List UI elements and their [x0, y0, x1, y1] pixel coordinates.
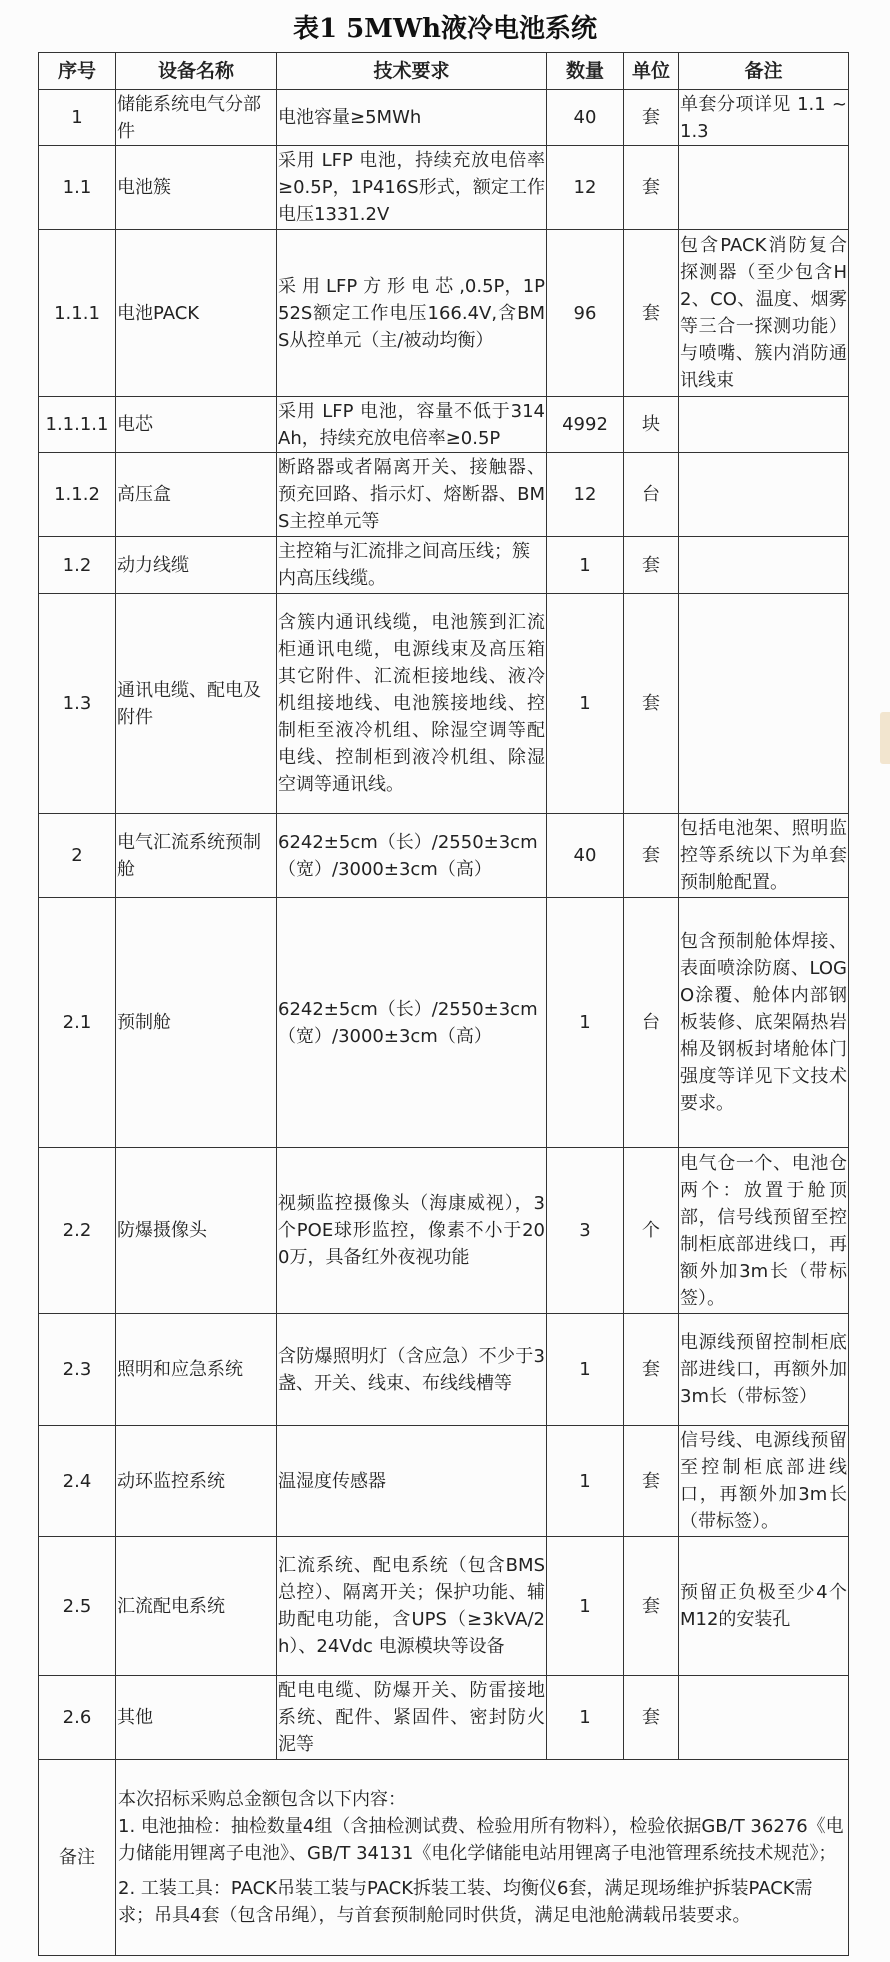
- cell-req: 6242±5cm（长）/2550±3cm（宽）/3000±3cm（高）: [277, 898, 547, 1148]
- table-title: 表1 5MWh液冷电池系统: [292, 14, 598, 44]
- cell-unit: 套: [624, 1537, 679, 1676]
- cell-name: 电芯: [116, 397, 277, 453]
- cell-unit: 块: [624, 397, 679, 453]
- table-row: [39, 1148, 849, 1314]
- cell-remark: [679, 146, 849, 230]
- side-tab-edge: [880, 712, 890, 764]
- cell-remark: 预留正负极至少4个M12的安装孔: [679, 1537, 849, 1676]
- cell-qty: 12: [547, 453, 624, 537]
- note-row: [39, 1760, 849, 1956]
- cell-no: 2.5: [39, 1537, 116, 1676]
- cell-remark: [679, 1676, 849, 1760]
- cell-no: 1.1.1: [39, 230, 116, 397]
- cell-req: 视频监控摄像头（海康威视），3个POE球形监控，像素不小于200万，具备红外夜视功能: [277, 1148, 547, 1314]
- note-label: 备注: [39, 1760, 116, 1956]
- table-row: [39, 1426, 849, 1537]
- cell-no: 2: [39, 814, 116, 898]
- header-unit: 单位: [624, 53, 679, 90]
- cell-qty: 1: [547, 1314, 624, 1426]
- cell-name: 动力线缆: [116, 537, 277, 594]
- note-content: [116, 1760, 849, 1956]
- table-row: [39, 146, 849, 230]
- table-row: [39, 537, 849, 594]
- cell-no: 2.6: [39, 1676, 116, 1760]
- table-row: [39, 1537, 849, 1676]
- cell-unit: 套: [624, 1426, 679, 1537]
- cell-no: 1.3: [39, 594, 116, 814]
- cell-unit: 套: [624, 1314, 679, 1426]
- cell-req: 含防爆照明灯（含应急）不少于3盏、开关、线束、布线线槽等: [277, 1314, 547, 1426]
- cell-unit: 套: [624, 814, 679, 898]
- cell-qty: 1: [547, 1426, 624, 1537]
- table-row: [39, 898, 849, 1148]
- cell-unit: 套: [624, 537, 679, 594]
- cell-qty: 4992: [547, 397, 624, 453]
- table-row: [39, 594, 849, 814]
- cell-qty: 12: [547, 146, 624, 230]
- cell-remark: [679, 397, 849, 453]
- cell-unit: 台: [624, 898, 679, 1148]
- cell-req: 配电电缆、防爆开关、防雷接地系统、配件、紧固件、密封防火泥等: [277, 1676, 547, 1760]
- cell-qty: 1: [547, 898, 624, 1148]
- cell-unit: 台: [624, 453, 679, 537]
- cell-no: 2.2: [39, 1148, 116, 1314]
- cell-req: 采 用 LFP 方 形 电 芯 ,0.5P，1P52S额定工作电压166.4V,含BMS从控单元（主/被动均衡）: [277, 230, 547, 397]
- cell-remark: 电源线预留控制柜底部进线口，再额外加3m长（带标签）: [679, 1314, 849, 1426]
- cell-no: 1: [39, 90, 116, 146]
- cell-no: 2.3: [39, 1314, 116, 1426]
- cell-name: 照明和应急系统: [116, 1314, 277, 1426]
- cell-qty: 1: [547, 537, 624, 594]
- header-name: 设备名称: [116, 53, 277, 90]
- cell-req: 汇流系统、配电系统（包含BMS总控）、隔离开关；保护功能、辅助配电功能，含UPS（≥3kVA/2h）、24Vdc 电源模块等设备: [277, 1537, 547, 1676]
- cell-no: 1.1.2: [39, 453, 116, 537]
- header-no: 序号: [39, 53, 116, 90]
- cell-unit: 套: [624, 594, 679, 814]
- cell-no: 1.2: [39, 537, 116, 594]
- header-req: 技术要求: [277, 53, 547, 90]
- table-row: [39, 397, 849, 453]
- note-intro: 本次招标采购总金额包含以下内容：: [118, 1789, 406, 1810]
- cell-unit: 套: [624, 90, 679, 146]
- spec-table: [38, 52, 849, 1956]
- cell-unit: 套: [624, 1676, 679, 1760]
- header-row: [39, 53, 849, 90]
- cell-name: 预制舱: [116, 898, 277, 1148]
- note-item-1: 1. 电池抽检：抽检数量4组（含抽检测试费、检验用所有物料），检验依据GB/T 36276《电力储能用锂离子电池》、GB/T 34131《电化学储能电站用锂离子电池管理系统技术规范》；: [118, 1816, 844, 1864]
- table-row: [39, 814, 849, 898]
- cell-req: 主控箱与汇流排之间高压线；簇内高压线缆。: [277, 537, 547, 594]
- cell-req: 采用 LFP 电池，持续充放电倍率≥0.5P，1P416S形式，额定工作电压1331.2V: [277, 146, 547, 230]
- cell-req: 含簇内通讯线缆，电池簇到汇流柜通讯电缆，电源线束及高压箱其它附件、汇流柜接地线、液冷机组接地线、电池簇接地线、控制柜至液冷机组、除湿空调等配电线、控制柜到液冷机组、除湿空调等通讯线。: [277, 594, 547, 814]
- cell-no: 1.1.1.1: [39, 397, 116, 453]
- cell-req: 断路器或者隔离开关、接触器、预充回路、指示灯、熔断器、BMS主控单元等: [277, 453, 547, 537]
- cell-qty: 40: [547, 90, 624, 146]
- cell-no: 1.1: [39, 146, 116, 230]
- cell-remark: 单套分项详见 1.1 ~1.3: [679, 90, 849, 146]
- cell-name: 储能系统电气分部件: [116, 90, 277, 146]
- note-item-2: 2. 工装工具：PACK吊装工装与PACK拆装工装、均衡仪6套，满足现场维护拆装PACK需求；吊具4套（包含吊绳），与首套预制舱同时供货，满足电池舱满载吊装要求。: [118, 1878, 813, 1926]
- cell-remark: 包含PACK消防复合探测器（至少包含H2、CO、温度、烟雾等三合一探测功能）与喷嘴、簇内消防通讯线束: [679, 230, 849, 397]
- cell-name: 高压盒: [116, 453, 277, 537]
- cell-remark: 电气仓一个、电池仓两个：放置于舱顶部，信号线预留至控制柜底部进线口，再额外加3m长（带标签）。: [679, 1148, 849, 1314]
- cell-no: 2.4: [39, 1426, 116, 1537]
- table-row: [39, 90, 849, 146]
- cell-name: 电气汇流系统预制舱: [116, 814, 277, 898]
- cell-name: 电池簇: [116, 146, 277, 230]
- cell-remark: [679, 453, 849, 537]
- cell-remark: [679, 594, 849, 814]
- cell-remark: 包含预制舱体焊接、表面喷涂防腐、LOGO涂覆、舱体内部钢板装修、底架隔热岩棉及钢板封堵舱体门强度等详见下文技术要求。: [679, 898, 849, 1148]
- cell-unit: 套: [624, 230, 679, 397]
- cell-name: 其他: [116, 1676, 277, 1760]
- cell-qty: 3: [547, 1148, 624, 1314]
- cell-qty: 1: [547, 594, 624, 814]
- cell-name: 通讯电缆、配电及附件: [116, 594, 277, 814]
- cell-qty: 96: [547, 230, 624, 397]
- cell-unit: 套: [624, 146, 679, 230]
- table-row: [39, 1676, 849, 1760]
- table-row: [39, 1314, 849, 1426]
- cell-req: 采用 LFP 电池，容量不低于314Ah，持续充放电倍率≥0.5P: [277, 397, 547, 453]
- cell-no: 2.1: [39, 898, 116, 1148]
- cell-req: 电池容量≥5MWh: [277, 90, 547, 146]
- cell-qty: 1: [547, 1676, 624, 1760]
- header-remark: 备注: [679, 53, 849, 90]
- cell-name: 汇流配电系统: [116, 1537, 277, 1676]
- cell-req: 温湿度传感器: [277, 1426, 547, 1537]
- table-row: [39, 230, 849, 397]
- cell-req: 6242±5cm（长）/2550±3cm（宽）/3000±3cm（高）: [277, 814, 547, 898]
- header-qty: 数量: [547, 53, 624, 90]
- cell-unit: 个: [624, 1148, 679, 1314]
- cell-remark: 信号线、电源线预留至控制柜底部进线口，再额外加3m长（带标签）。: [679, 1426, 849, 1537]
- cell-remark: [679, 537, 849, 594]
- cell-qty: 40: [547, 814, 624, 898]
- cell-remark: 包括电池架、照明监控等系统以下为单套预制舱配置。: [679, 814, 849, 898]
- cell-name: 防爆摄像头: [116, 1148, 277, 1314]
- cell-qty: 1: [547, 1537, 624, 1676]
- cell-name: 电池PACK: [116, 230, 277, 397]
- cell-name: 动环监控系统: [116, 1426, 277, 1537]
- table-row: [39, 453, 849, 537]
